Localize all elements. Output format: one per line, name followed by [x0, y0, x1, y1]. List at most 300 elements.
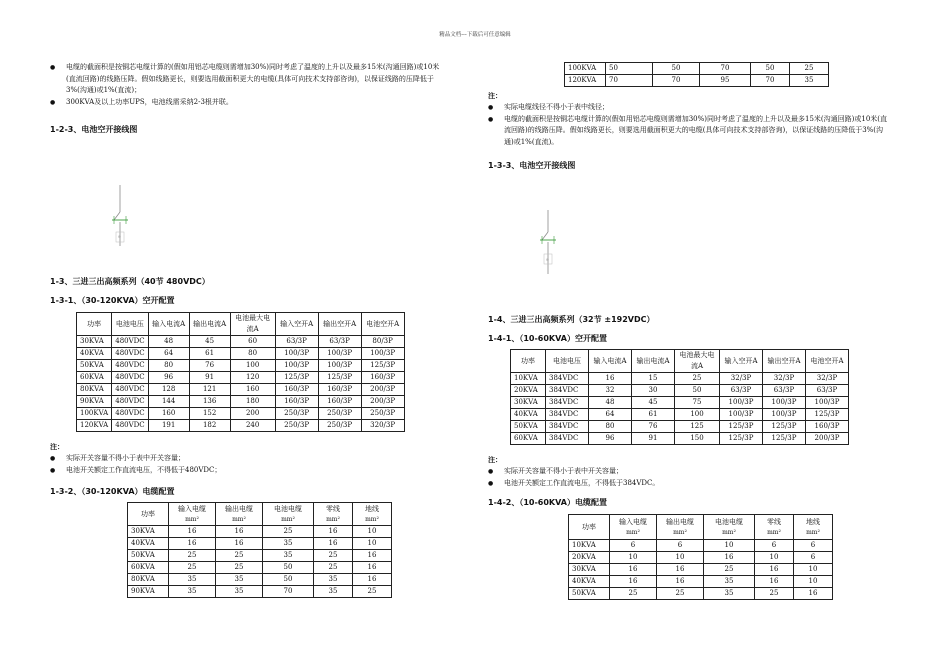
table-row — [511, 385, 849, 397]
table-cell: 250/3P — [318, 408, 361, 420]
breaker-config-table-10-60kva — [510, 349, 849, 445]
breaker-notes-list — [488, 466, 888, 489]
section-heading-1-3-3: 1-3-3、电池空开接线图 — [488, 161, 576, 170]
table-row — [128, 526, 392, 538]
table-cell: 25 — [657, 588, 704, 600]
table-cell: 125/3P — [720, 433, 763, 445]
table-cell: 480VDC — [112, 336, 148, 348]
column-header-label: 零线 — [767, 517, 781, 526]
table-cell: 63/3P — [720, 385, 763, 397]
list-item: ● 电缆的截面积是按铜芯电缆计算的(假如用铝芯电缆则需增加30%)同时考虑了温度的上升以及最多15米(沟通回路)或10米(直流回路)的线路压降。假如线路更长，则要选用截面积更大的电缆(具体可向技术支持部咨询)，以保证线路的压降低于3%(沟通)或1%(直流)； — [50, 62, 445, 97]
table-cell: 16 — [353, 562, 392, 574]
column-header-label: 电池电缆 — [274, 504, 302, 513]
column-header: 功率 — [511, 350, 546, 373]
table-row — [569, 552, 833, 564]
column-header-label: 输入电缆 — [178, 504, 206, 513]
table-cell: 16 — [704, 552, 755, 564]
table-cell: 40KVA — [128, 538, 169, 550]
table-cell: 60KVA — [77, 372, 112, 384]
list-item: ● 实际电缆线径不得小于表中线径； — [488, 102, 888, 114]
table-row — [511, 373, 849, 385]
table-cell: 160 — [230, 384, 275, 396]
table-row — [77, 384, 405, 396]
column-header — [755, 515, 794, 540]
table-cell: 70 — [606, 75, 653, 87]
table-cell: 480VDC — [112, 396, 148, 408]
table-cell: 125/3P — [720, 421, 763, 433]
table-cell: 16 — [353, 550, 392, 562]
unit-label: mm² — [767, 528, 781, 536]
table-cell: 32/3P — [806, 373, 849, 385]
note-label: 注： — [488, 91, 502, 100]
table-cell: 96 — [148, 372, 189, 384]
table-cell: 384VDC — [546, 433, 589, 445]
table-cell: 30KVA — [128, 526, 169, 538]
table-cell: 120KVA — [565, 75, 606, 87]
table-cell: 48 — [589, 397, 632, 409]
table-cell: 16 — [216, 538, 263, 550]
list-item: ● 电缆的截面积是按铜芯电缆计算的(假如用铝芯电缆则需增加30%)同时考虑了温度的上升以及最多15米(沟通回路)或10米(直流回路)的线路压降。假如线路更长，则要选用截面积更大的电缆(具体可向技术支持部咨询)，以保证线路的压降低于3%(沟通)或1%(直流)。 — [488, 114, 888, 149]
table-cell: 160/3P — [806, 421, 849, 433]
table-cell: 75 — [675, 397, 720, 409]
table-cell: 20KVA — [569, 552, 610, 564]
unit-label: mm² — [673, 528, 687, 536]
table-cell: 144 — [148, 396, 189, 408]
table-cell: 16 — [657, 576, 704, 588]
table-cell: 96 — [589, 433, 632, 445]
column-header-label: 零线 — [326, 504, 340, 513]
table-row — [511, 433, 849, 445]
table-cell: 10 — [794, 564, 833, 576]
table-cell: 63/3P — [275, 336, 318, 348]
column-header — [314, 503, 353, 526]
table-cell: 50KVA — [511, 421, 546, 433]
table-cell: 25 — [169, 562, 216, 574]
table-row — [77, 348, 405, 360]
column-header: 电池空开A — [361, 313, 404, 336]
table-cell: 30KVA — [77, 336, 112, 348]
table-row — [128, 550, 392, 562]
table-cell: 50KVA — [569, 588, 610, 600]
table-row — [128, 562, 392, 574]
column-header-label: 地线 — [806, 517, 820, 526]
table-cell: 100/3P — [318, 348, 361, 360]
column-header — [657, 515, 704, 540]
table-cell: 100/3P — [806, 397, 849, 409]
table-cell: 250/3P — [275, 420, 318, 432]
table-cell: 35 — [790, 75, 829, 87]
table-cell: 16 — [755, 576, 794, 588]
column-header — [610, 515, 657, 540]
table-cell: 160/3P — [361, 372, 404, 384]
column-header: 输出电流A — [189, 313, 230, 336]
table-cell: 90KVA — [128, 586, 169, 598]
table-cell: 6 — [794, 552, 833, 564]
column-header: 输出空开A — [318, 313, 361, 336]
table-cell: 100/3P — [720, 409, 763, 421]
table-cell: 100 — [675, 409, 720, 421]
column-header: 输出空开A — [763, 350, 806, 373]
column-header — [216, 503, 263, 526]
table-cell: 16 — [169, 526, 216, 538]
column-header: 电池最大电流A — [230, 313, 275, 336]
table-cell: 25 — [610, 588, 657, 600]
table-cell: 6 — [657, 540, 704, 552]
table-cell: 125/3P — [275, 372, 318, 384]
section-heading-1-3-1: 1-3-1、（30-120KVA）空开配置 — [50, 296, 175, 305]
table-cell: 25 — [790, 63, 829, 75]
table-row — [565, 63, 829, 75]
table-cell: 40KVA — [569, 576, 610, 588]
table-cell: 200 — [230, 408, 275, 420]
table-cell: 25 — [314, 550, 353, 562]
breaker-notes-list — [50, 453, 445, 476]
table-cell: 70 — [700, 63, 751, 75]
table-cell: 40KVA — [77, 348, 112, 360]
table-cell: 320/3P — [361, 420, 404, 432]
table-cell: 136 — [189, 396, 230, 408]
table-header-row — [569, 515, 833, 540]
battery-breaker-wiring-diagram — [518, 190, 578, 290]
table-cell: 160/3P — [318, 384, 361, 396]
table-cell: 200/3P — [361, 396, 404, 408]
column-header-label: 输出电缆 — [666, 517, 694, 526]
table-cell: 191 — [148, 420, 189, 432]
table-cell: 70 — [751, 75, 790, 87]
table-row — [77, 372, 405, 384]
table-row — [77, 360, 405, 372]
column-header — [353, 503, 392, 526]
table-cell: 125/3P — [361, 360, 404, 372]
table-cell: 35 — [216, 574, 263, 586]
table-cell: 16 — [755, 564, 794, 576]
table-cell: 30 — [632, 385, 675, 397]
unit-label: mm² — [806, 528, 820, 536]
table-header-row — [128, 503, 392, 526]
table-cell: 61 — [189, 348, 230, 360]
table-cell: 63/3P — [763, 385, 806, 397]
column-header: 电池最大电流A — [675, 350, 720, 373]
list-item: ● 电池开关额定工作直流电压，不得低于384VDC。 — [488, 478, 888, 490]
table-cell: 40KVA — [511, 409, 546, 421]
table-cell: 50 — [606, 63, 653, 75]
table-cell: 250/3P — [361, 408, 404, 420]
table-row — [77, 396, 405, 408]
note-label: 注： — [50, 442, 64, 451]
table-cell: 250/3P — [275, 408, 318, 420]
column-header: 电池空开A — [806, 350, 849, 373]
table-cell: 100/3P — [361, 348, 404, 360]
section-heading-1-4-1: 1-4-1、（10-60KVA）空开配置 — [488, 334, 607, 343]
table-cell: 6 — [794, 540, 833, 552]
table-cell: 125/3P — [763, 421, 806, 433]
table-header-row — [511, 350, 849, 373]
column-header: 功率 — [128, 503, 169, 526]
table-cell: 15 — [632, 373, 675, 385]
table-cell: 10 — [610, 552, 657, 564]
table-cell: 250/3P — [318, 420, 361, 432]
unit-label: mm² — [365, 515, 379, 523]
table-cell: 20KVA — [511, 385, 546, 397]
table-cell: 50 — [751, 63, 790, 75]
table-row — [128, 586, 392, 598]
table-cell: 91 — [632, 433, 675, 445]
table-cell: 63/3P — [806, 385, 849, 397]
table-cell: 10 — [794, 576, 833, 588]
table-cell: 160/3P — [318, 396, 361, 408]
cable-notes-list — [488, 102, 888, 148]
unit-label: mm² — [185, 515, 199, 523]
battery-breaker-wiring-diagram — [90, 150, 150, 260]
table-cell: 384VDC — [546, 421, 589, 433]
table-cell: 80KVA — [128, 574, 169, 586]
table-row — [77, 408, 405, 420]
table-cell: 10KVA — [511, 373, 546, 385]
list-item: ● 实际开关容量不得小于表中开关容量； — [50, 453, 445, 465]
table-cell: 10 — [755, 552, 794, 564]
table-cell: 25 — [216, 550, 263, 562]
table-row — [128, 538, 392, 550]
table-cell: 50KVA — [77, 360, 112, 372]
table-cell: 32/3P — [763, 373, 806, 385]
list-item: ● 实际开关容量不得小于表中开关容量； — [488, 466, 888, 478]
table-cell: 10 — [704, 540, 755, 552]
section-heading-1-3-2: 1-3-2、（30-120KVA）电缆配置 — [50, 487, 175, 496]
table-cell: 48 — [148, 336, 189, 348]
table-cell: 10 — [353, 538, 392, 550]
unit-label: mm² — [626, 528, 640, 536]
table-row — [511, 421, 849, 433]
section-heading-1-4-2: 1-4-2、（10-60KVA）电缆配置 — [488, 498, 607, 507]
table-cell: 480VDC — [112, 408, 148, 420]
table-cell: 25 — [675, 373, 720, 385]
column-header-label: 输出电缆 — [225, 504, 253, 513]
table-cell: 91 — [189, 372, 230, 384]
table-cell: 125/3P — [763, 433, 806, 445]
table-cell: 16 — [314, 526, 353, 538]
table-cell: 35 — [169, 586, 216, 598]
table-cell: 100/3P — [275, 348, 318, 360]
table-cell: 125/3P — [806, 409, 849, 421]
table-cell: 50 — [653, 63, 700, 75]
table-cell: 6 — [755, 540, 794, 552]
table-cell: 10 — [353, 526, 392, 538]
table-cell: 480VDC — [112, 372, 148, 384]
table-cell: 25 — [216, 562, 263, 574]
table-cell: 25 — [755, 588, 794, 600]
column-header: 输出电流A — [632, 350, 675, 373]
cable-config-table-30-120kva — [127, 502, 392, 598]
table-cell: 100KVA — [77, 408, 112, 420]
table-cell: 70 — [653, 75, 700, 87]
table-cell: 152 — [189, 408, 230, 420]
table-cell: 16 — [216, 526, 263, 538]
table-cell: 45 — [632, 397, 675, 409]
unit-label: mm² — [281, 515, 295, 523]
column-header: 输入电流A — [589, 350, 632, 373]
unit-label: mm² — [326, 515, 340, 523]
note-label: 注： — [488, 455, 502, 464]
column-header — [263, 503, 314, 526]
table-cell: 50 — [263, 562, 314, 574]
table-cell: 121 — [189, 384, 230, 396]
table-cell: 16 — [794, 588, 833, 600]
table-cell: 16 — [314, 538, 353, 550]
table-cell: 30KVA — [569, 564, 610, 576]
table-cell: 150 — [675, 433, 720, 445]
table-cell: 95 — [700, 75, 751, 87]
table-row — [569, 540, 833, 552]
table-cell: 35 — [704, 588, 755, 600]
table-cell: 70 — [263, 586, 314, 598]
table-cell: 200/3P — [806, 433, 849, 445]
table-cell: 35 — [314, 574, 353, 586]
table-cell: 76 — [189, 360, 230, 372]
table-cell: 64 — [148, 348, 189, 360]
table-cell: 384VDC — [546, 409, 589, 421]
table-cell: 32/3P — [720, 373, 763, 385]
column-header: 功率 — [569, 515, 610, 540]
table-cell: 6 — [610, 540, 657, 552]
column-header: 电池电压 — [112, 313, 148, 336]
table-cell: 80KVA — [77, 384, 112, 396]
table-cell: 182 — [189, 420, 230, 432]
table-cell: 80 — [230, 348, 275, 360]
table-cell: 16 — [610, 564, 657, 576]
column-header: 功率 — [77, 313, 112, 336]
table-cell: 16 — [589, 373, 632, 385]
table-cell: 63/3P — [318, 336, 361, 348]
column-header-label: 地线 — [365, 504, 379, 513]
section-heading-1-2-3: 1-2-3、电池空开接线图 — [50, 125, 138, 134]
table-cell: 160 — [148, 408, 189, 420]
table-cell: 100/3P — [763, 397, 806, 409]
table-cell: 35 — [169, 574, 216, 586]
table-cell: 100/3P — [720, 397, 763, 409]
table-cell: 35 — [704, 576, 755, 588]
cable-config-table-10-60kva — [568, 514, 833, 600]
column-header: 输入空开A — [275, 313, 318, 336]
table-cell: 480VDC — [112, 348, 148, 360]
table-cell: 120KVA — [77, 420, 112, 432]
table-cell: 100/3P — [763, 409, 806, 421]
table-cell: 50 — [675, 385, 720, 397]
column-header: 输入电流A — [148, 313, 189, 336]
table-cell: 10 — [657, 552, 704, 564]
table-cell: 100/3P — [318, 360, 361, 372]
table-cell: 384VDC — [546, 397, 589, 409]
column-header — [169, 503, 216, 526]
table-row — [511, 409, 849, 421]
table-cell: 240 — [230, 420, 275, 432]
table-cell: 160/3P — [275, 384, 318, 396]
table-cell: 100 — [230, 360, 275, 372]
column-header: 电池电压 — [546, 350, 589, 373]
table-cell: 125/3P — [318, 372, 361, 384]
table-cell: 480VDC — [112, 384, 148, 396]
table-cell: 384VDC — [546, 385, 589, 397]
table-row — [569, 588, 833, 600]
unit-label: mm² — [232, 515, 246, 523]
table-row — [77, 336, 405, 348]
breaker-config-table-30-120kva — [76, 312, 405, 432]
table-cell: 32 — [589, 385, 632, 397]
table-header-row — [77, 313, 405, 336]
table-cell: 16 — [657, 564, 704, 576]
column-header-label: 电池电缆 — [715, 517, 743, 526]
table-cell: 125 — [675, 421, 720, 433]
table-cell: 25 — [169, 550, 216, 562]
table-cell: 80 — [148, 360, 189, 372]
table-row — [511, 397, 849, 409]
table-row — [569, 576, 833, 588]
table-cell: 480VDC — [112, 360, 148, 372]
table-cell: 120 — [230, 372, 275, 384]
table-cell: 180 — [230, 396, 275, 408]
table-row — [77, 420, 405, 432]
table-cell: 50KVA — [128, 550, 169, 562]
section-heading-1-4: 1-4、三进三出高频系列（32节 ±192VDC） — [488, 315, 655, 324]
table-cell: 76 — [632, 421, 675, 433]
table-cell: 25 — [353, 586, 392, 598]
diagram-label: 9 — [118, 234, 121, 239]
table-cell: 60KVA — [511, 433, 546, 445]
table-cell: 160/3P — [275, 396, 318, 408]
table-cell: 35 — [263, 550, 314, 562]
table-cell: 16 — [169, 538, 216, 550]
table-cell: 480VDC — [112, 420, 148, 432]
table-cell: 64 — [589, 409, 632, 421]
table-cell: 16 — [610, 576, 657, 588]
table-cell: 61 — [632, 409, 675, 421]
table-cell: 90KVA — [77, 396, 112, 408]
table-cell: 25 — [263, 526, 314, 538]
table-cell: 100/3P — [275, 360, 318, 372]
unit-label: mm² — [722, 528, 736, 536]
table-cell: 128 — [148, 384, 189, 396]
table-row — [569, 564, 833, 576]
page-header: 精品文档---下载后可任意编辑 — [439, 32, 511, 38]
column-header — [794, 515, 833, 540]
cable-config-table-continued — [564, 62, 829, 87]
table-cell: 200/3P — [361, 384, 404, 396]
table-cell: 10KVA — [569, 540, 610, 552]
table-row — [565, 75, 829, 87]
table-cell: 45 — [189, 336, 230, 348]
list-item: ● 300KVA及以上功率UPS，电池线需采纳2-3根并联。 — [50, 97, 445, 109]
table-cell: 50 — [263, 574, 314, 586]
table-cell: 60 — [230, 336, 275, 348]
table-cell: 35 — [314, 586, 353, 598]
column-header-label: 输入电缆 — [619, 517, 647, 526]
diagram-label: 9 — [546, 257, 549, 262]
column-header: 输入空开A — [720, 350, 763, 373]
cable-notes-list — [50, 62, 445, 108]
table-cell: 30KVA — [511, 397, 546, 409]
table-cell: 25 — [704, 564, 755, 576]
table-row — [128, 574, 392, 586]
table-cell: 35 — [216, 586, 263, 598]
table-cell: 60KVA — [128, 562, 169, 574]
column-header — [704, 515, 755, 540]
table-cell: 80 — [589, 421, 632, 433]
table-cell: 25 — [314, 562, 353, 574]
table-cell: 16 — [353, 574, 392, 586]
list-item: ● 电池开关额定工作直流电压，不得低于480VDC； — [50, 465, 445, 477]
table-cell: 80/3P — [361, 336, 404, 348]
section-heading-1-3: 1-3、三进三出高频系列（40节 480VDC） — [50, 277, 210, 286]
table-cell: 384VDC — [546, 373, 589, 385]
